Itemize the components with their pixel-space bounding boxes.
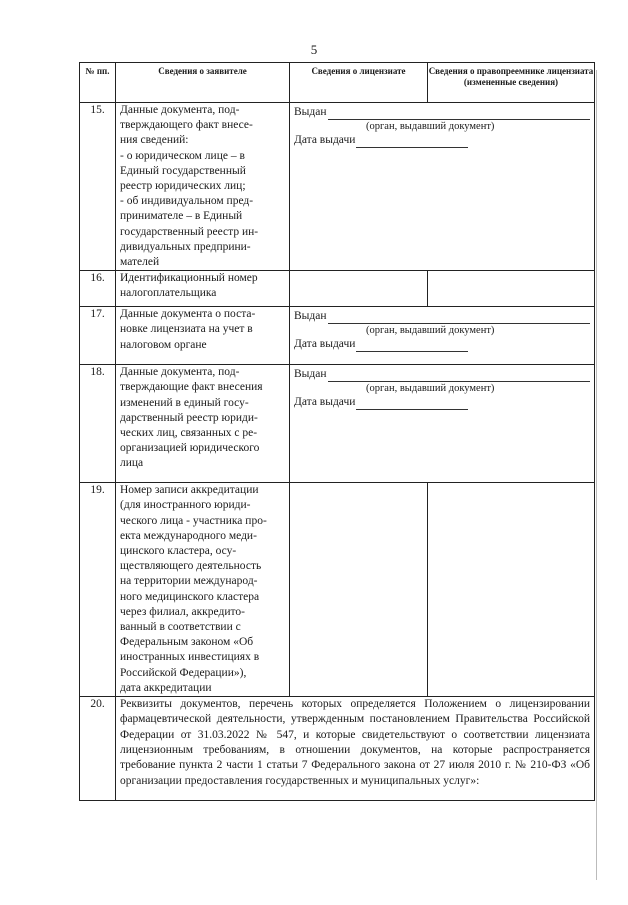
issue-date-label: Дата выдачи bbox=[294, 134, 356, 146]
desc-line: новке лицензиата на учет в bbox=[120, 323, 253, 336]
row-number: 17. bbox=[80, 307, 116, 365]
issued-label: Выдан bbox=[294, 368, 327, 381]
table-header-row bbox=[80, 63, 595, 103]
header-applicant: Сведения о заявителе bbox=[116, 63, 290, 103]
row-description bbox=[116, 365, 290, 483]
issue-date-label: Дата выдачи bbox=[294, 396, 356, 409]
desc-line: Данные документа, под- bbox=[120, 104, 240, 116]
successor-cell[interactable] bbox=[428, 271, 595, 307]
desc-line: Данные документа, под- bbox=[120, 366, 240, 379]
desc-line: принимателе – в Единый bbox=[120, 210, 243, 223]
row-number: 20. bbox=[80, 697, 116, 801]
desc-line: - о юридическом лице – в bbox=[120, 149, 245, 162]
issue-date-field-line[interactable] bbox=[356, 340, 468, 352]
desc-line: налоговом органе bbox=[120, 338, 207, 351]
desc-line: налогоплательщика bbox=[120, 287, 217, 300]
desc-line: тверждающие факт внесения bbox=[120, 381, 263, 394]
desc-line: через филиал, аккредито- bbox=[120, 605, 245, 618]
row-full-text: Реквизиты документов, перечень которых определяется Положением о лицензировании фармацевтической деятельности, утвержденным постановлением Правительства Российской Федерации от 31.03.2022 № 547, и которые свидетельствуют о соответствии лицензиата лицензионным требованиям, в отношении документов, на которые распространяется требование пункта 2 части 1 статьи 7 Федерального закона от 27 июля 2010 г. № 210-ФЗ «Об организации предоставления государственных и муниципальных услуг»: bbox=[116, 697, 595, 801]
header-licensee: Сведения о лицензиате bbox=[290, 63, 428, 103]
issue-date-label: Дата выдачи bbox=[294, 338, 356, 351]
row-description bbox=[116, 483, 290, 697]
licensee-cell[interactable] bbox=[290, 271, 428, 307]
table-row bbox=[80, 307, 595, 365]
desc-line: Номер записи аккредитации bbox=[120, 484, 259, 497]
header-successor: Сведения о правопреемнике лицензиата (измененные сведения) bbox=[428, 63, 595, 103]
issued-block bbox=[290, 307, 595, 365]
desc-line: изменений в единый госу- bbox=[120, 396, 249, 409]
scan-edge-line bbox=[596, 70, 597, 880]
desc-line: Идентификационный номер bbox=[120, 272, 258, 285]
desc-line: Единый государственный bbox=[120, 164, 246, 177]
desc-line: ществляющего деятельность bbox=[120, 560, 262, 573]
row-description bbox=[116, 103, 290, 271]
table-row bbox=[80, 271, 595, 307]
desc-line: Федеральным законом «Об bbox=[120, 636, 254, 649]
desc-line: ческих лиц, связанных с ре- bbox=[120, 427, 258, 440]
table-row bbox=[80, 103, 595, 271]
desc-line: дата аккредитации bbox=[120, 681, 212, 694]
row-number: 19. bbox=[80, 483, 116, 697]
issued-block bbox=[290, 103, 595, 271]
issuer-caption: (орган, выдавший документ) bbox=[366, 121, 495, 132]
desc-line: реестр юридических лиц; bbox=[120, 180, 246, 193]
desc-line: ния сведений: bbox=[120, 134, 189, 147]
license-form-table bbox=[79, 62, 595, 801]
table-row bbox=[80, 697, 595, 801]
desc-line: мателей bbox=[120, 256, 160, 269]
row-number: 15. bbox=[80, 103, 116, 271]
table-row bbox=[80, 365, 595, 483]
desc-line: екта международного меди- bbox=[120, 529, 257, 542]
row-description bbox=[116, 307, 290, 365]
desc-line: дивидуальных предприни- bbox=[120, 240, 251, 253]
page-number: 5 bbox=[310, 42, 318, 57]
issuer-caption: (орган, выдавший документ) bbox=[366, 325, 495, 337]
desc-line: Российской Федерации»), bbox=[120, 666, 247, 679]
row-number: 16. bbox=[80, 271, 116, 307]
issued-block bbox=[290, 365, 595, 483]
desc-line: цинского кластера, осу- bbox=[120, 545, 237, 558]
desc-line: ческого лица - участника про- bbox=[120, 514, 267, 527]
issued-field-line[interactable] bbox=[328, 108, 590, 120]
desc-line: (для иностранного юриди- bbox=[120, 499, 251, 512]
desc-line: дарственный реестр юриди- bbox=[120, 411, 258, 424]
desc-line: ванный в соответствии с bbox=[120, 621, 241, 634]
desc-line: государственный реестр ин- bbox=[120, 225, 259, 238]
issuer-caption: (орган, выдавший документ) bbox=[366, 383, 495, 395]
desc-line: тверждающего факт внесе- bbox=[120, 119, 253, 132]
desc-line: ного медицинского кластера bbox=[120, 590, 260, 603]
table-row bbox=[80, 483, 595, 697]
desc-line: на территории международ- bbox=[120, 575, 258, 588]
desc-line: - об индивидуальном пред- bbox=[120, 195, 254, 208]
issue-date-field-line[interactable] bbox=[356, 136, 468, 148]
header-num: № пп. bbox=[80, 63, 116, 103]
row-number: 18. bbox=[80, 365, 116, 483]
row-description bbox=[116, 271, 290, 307]
issue-date-field-line[interactable] bbox=[356, 398, 468, 410]
desc-line: организацией юридического bbox=[120, 442, 260, 455]
licensee-cell[interactable] bbox=[290, 483, 428, 697]
desc-line: Данные документа о поста- bbox=[120, 308, 256, 321]
issued-field-line[interactable] bbox=[328, 312, 590, 324]
issued-label: Выдан bbox=[294, 310, 327, 323]
issued-field-line[interactable] bbox=[328, 370, 590, 382]
successor-cell[interactable] bbox=[428, 483, 595, 697]
issued-label: Выдан bbox=[294, 106, 327, 118]
desc-line: иностранных инвестициях в bbox=[120, 651, 260, 664]
desc-line: лица bbox=[120, 457, 144, 470]
